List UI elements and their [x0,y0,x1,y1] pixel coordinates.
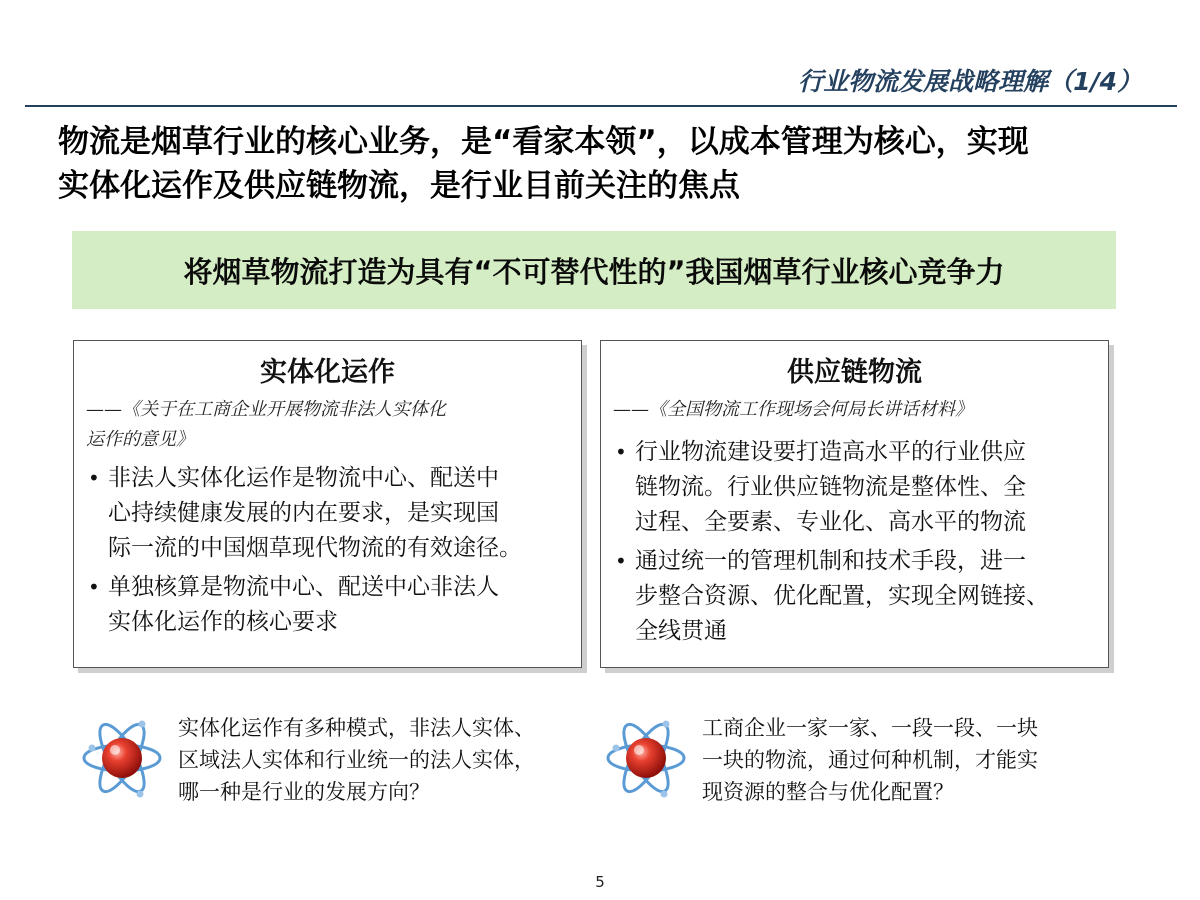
entity-operation-box [73,340,582,668]
note-line: 现资源的整合与优化配置？ [702,780,954,804]
title-divider [25,105,1177,107]
bullet-item [613,435,1098,540]
question-note [606,712,1038,808]
bullet-line: 单独核算是物流中心、配送中心非法人 [108,574,499,600]
box-source-citation [601,395,1108,425]
bullet-list [74,461,581,640]
supply-chain-box [600,340,1109,668]
atom-icon [606,712,686,804]
bullet-icon: • [88,575,100,599]
headline [58,120,1158,208]
bullet-item [86,570,571,640]
source-line: ——《关于在工商企业开展物流非法人实体化 [86,399,446,420]
bullet-line: 实体化运作的核心要求 [108,609,338,635]
bullet-icon: • [615,549,627,573]
box-heading: 实体化运作 [260,357,395,388]
box-heading: 供应链物流 [787,357,922,388]
source-line: ——《全国物流工作现场会何局长讲话材料》 [613,399,973,420]
note-text [178,712,535,808]
source-line: 运作的意见》 [86,429,194,450]
headline-line: 物流是烟草行业的核心业务，是“看家本领”，以成本管理为核心，实现 [58,124,1029,160]
slide-title: 行业物流发展战略理解（1/4） [798,67,1142,96]
note-text [702,712,1038,808]
bullet-line: 际一流的中国烟草现代物流的有效途径。 [108,535,522,561]
bullet-item [86,461,571,566]
banner-text: 将烟草物流打造为具有“不可替代性的”我国烟草行业核心竞争力 [183,254,1005,289]
atom-icon [82,712,162,804]
bullet-line: 行业物流建设要打造高水平的行业供应 [635,439,1026,465]
key-message-banner [72,231,1116,309]
bullet-line: 心持续健康发展的内在要求，是实现国 [108,500,499,526]
bullet-line: 过程、全要素、专业化、高水平的物流 [635,509,1026,535]
note-line: 工商企业一家一家、一段一段、一块 [702,716,1038,740]
note-line: 一块的物流，通过何种机制，才能实 [702,748,1038,772]
bullet-line: 全线贯通 [635,618,727,644]
note-line: 区域法人实体和行业统一的法人实体， [178,748,535,772]
box-source-citation [74,395,581,455]
bullet-line: 非法人实体化运作是物流中心、配送中 [108,465,499,491]
question-note [82,712,535,808]
bullet-icon: • [88,466,100,490]
bullet-icon: • [615,440,627,464]
bullet-line: 链物流。行业供应链物流是整体性、全 [635,474,1026,500]
page-number: 5 [595,873,605,891]
headline-line: 实体化运作及供应链物流，是行业目前关注的焦点 [58,168,740,204]
note-line: 实体化运作有多种模式，非法人实体、 [178,716,535,740]
bullet-item [613,544,1098,649]
bullet-line: 步整合资源、优化配置，实现全网链接、 [635,583,1049,609]
note-line: 哪一种是行业的发展方向？ [178,780,430,804]
bullet-list [601,435,1108,649]
bullet-line: 通过统一的管理机制和技术手段，进一 [635,548,1026,574]
